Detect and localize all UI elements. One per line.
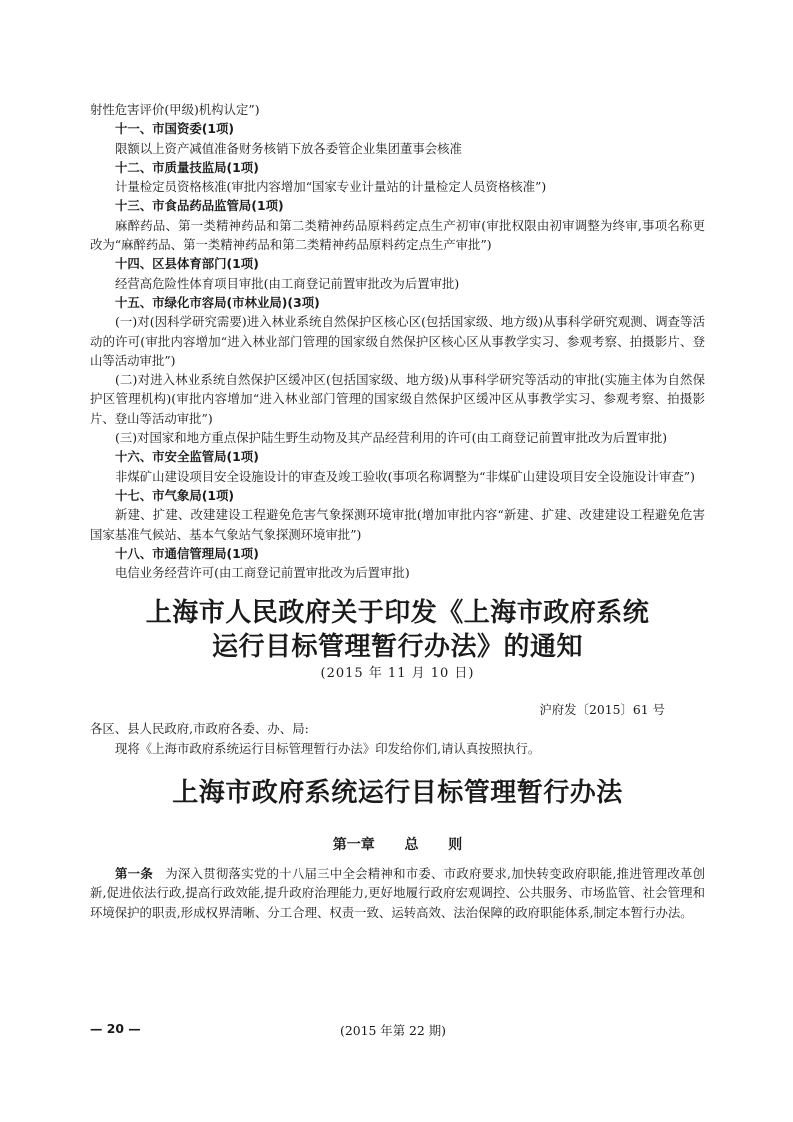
article-label: 第一条 <box>115 866 153 882</box>
chapter-heading <box>90 834 705 854</box>
item-paragraph: 非煤矿山建设项目安全设施设计的审查及竣工验收(事项名称调整为“非煤矿山建设项目安全设施设计审查”) <box>115 468 695 484</box>
notice-recipients: 各区、县人民政府,市政府各委、办、局: <box>90 721 309 737</box>
section-heading: 十四、区县体育部门(1项) <box>115 256 259 272</box>
page-number: — 20 — <box>90 1021 141 1036</box>
item-paragraph: 电信业务经营许可(由工商登记前置审批改为后置审批) <box>115 565 410 581</box>
item-paragraph: (三)对国家和地方重点保护陆生野生动物及其产品经营利用的许可(由工商登记前置审批改为后置审批) <box>115 430 668 446</box>
notice-title-line2: 运行目标管理暂行办法》的通知 <box>211 632 583 663</box>
item-paragraph: 新建、扩建、改建建设工程避免危害气象探测环境审批(增加审批内容“新建、扩建、改建建设工程避免危害国家基准气候站、基本气象站气象探测环境审批”) <box>90 507 705 542</box>
page-footer <box>90 1021 705 1041</box>
page-content <box>90 100 705 922</box>
approval-items-list <box>90 100 705 582</box>
measures-title: 上海市政府系统运行目标管理暂行办法 <box>172 778 623 809</box>
article-1 <box>90 864 705 922</box>
item-paragraph: 麻醉药品、第一类精神药品和第二类精神药品原料药定点生产初审(审批权限由初审调整为终审,事项名称更改为“麻醉药品、第一类精神药品和第二类精神药品原料药定点生产审批”) <box>90 217 705 253</box>
continued-paragraph: 射性危害评价(甲级)机构认定”) <box>90 102 260 117</box>
item-paragraph: 经营高危险性体育项目审批(由工商登记前置审批改为后置审批) <box>115 275 460 291</box>
section-heading: 十三、市食品药品监管局(1项) <box>115 198 284 214</box>
notice-title-line1: 上海市人民政府关于印发《上海市政府系统 <box>145 598 650 629</box>
item-paragraph: 限额以上资产减值准备财务核销下放各委管企业集团董事会核准 <box>115 140 462 156</box>
item-paragraph: (一)对(因科学研究需要)进入林业系统自然保护区核心区(包括国家级、地方级)从事科学研究观测、调查等活动的许可(审批内容增加“进入林业部门管理的国家级自然保护区核心区从事教学实习、参观考察、拍摄影片、登山等活动审批”) <box>90 314 705 368</box>
section-heading: 十八、市通信管理局(1项) <box>115 545 259 561</box>
item-paragraph: (二)对进入林业系统自然保护区缓冲区(包括国家级、地方级)从事科学研究等活动的审批(实施主体为自然保护区管理机构)(审批内容增加“进入林业部门管理的国家级自然保护区缓冲区从事教学实习、参观考察、拍摄影片、登山等活动审批”) <box>90 372 705 426</box>
section-heading: 十六、市安全监管局(1项) <box>115 449 259 465</box>
notice-date: (2015 年 11 月 10 日) <box>320 666 475 682</box>
item-paragraph: 计量检定员资格核准(审批内容增加“国家专业计量站的计量检定人员资格核准”) <box>115 179 547 195</box>
notice-body: 现将《上海市政府系统运行目标管理暂行办法》印发给你们,请认真按照执行。 <box>115 740 541 756</box>
document-number: 沪府发〔2015〕61 号 <box>539 702 665 718</box>
chapter-title-part1: 总 <box>404 837 419 854</box>
section-heading: 十五、市绿化市容局(市林业局)(3项) <box>115 294 320 310</box>
section-heading: 十一、市国资委(1项) <box>115 121 235 137</box>
section-heading: 十七、市气象局(1项) <box>115 487 235 503</box>
issue-label: (2015 年第 22 期) <box>340 1023 446 1038</box>
article-text: 为深入贯彻落实党的十八届三中全会精神和市委、市政府要求,加快转变政府职能,推进管理改革创新,促进依法行政,提高行政效能,提升政府治理能力,更好地履行政府宏观调控、公共服务、市场监管、社会管理和环境保护的职责,形成权界清晰、分工合理、权责一致、运转高效、法治保障的政府职能体系,制定本暂行办法。 <box>90 866 705 920</box>
section-heading: 十二、市质量技监局(1项) <box>115 159 259 175</box>
chapter-title-part2: 则 <box>448 837 463 854</box>
chapter-number: 第一章 <box>332 837 375 854</box>
